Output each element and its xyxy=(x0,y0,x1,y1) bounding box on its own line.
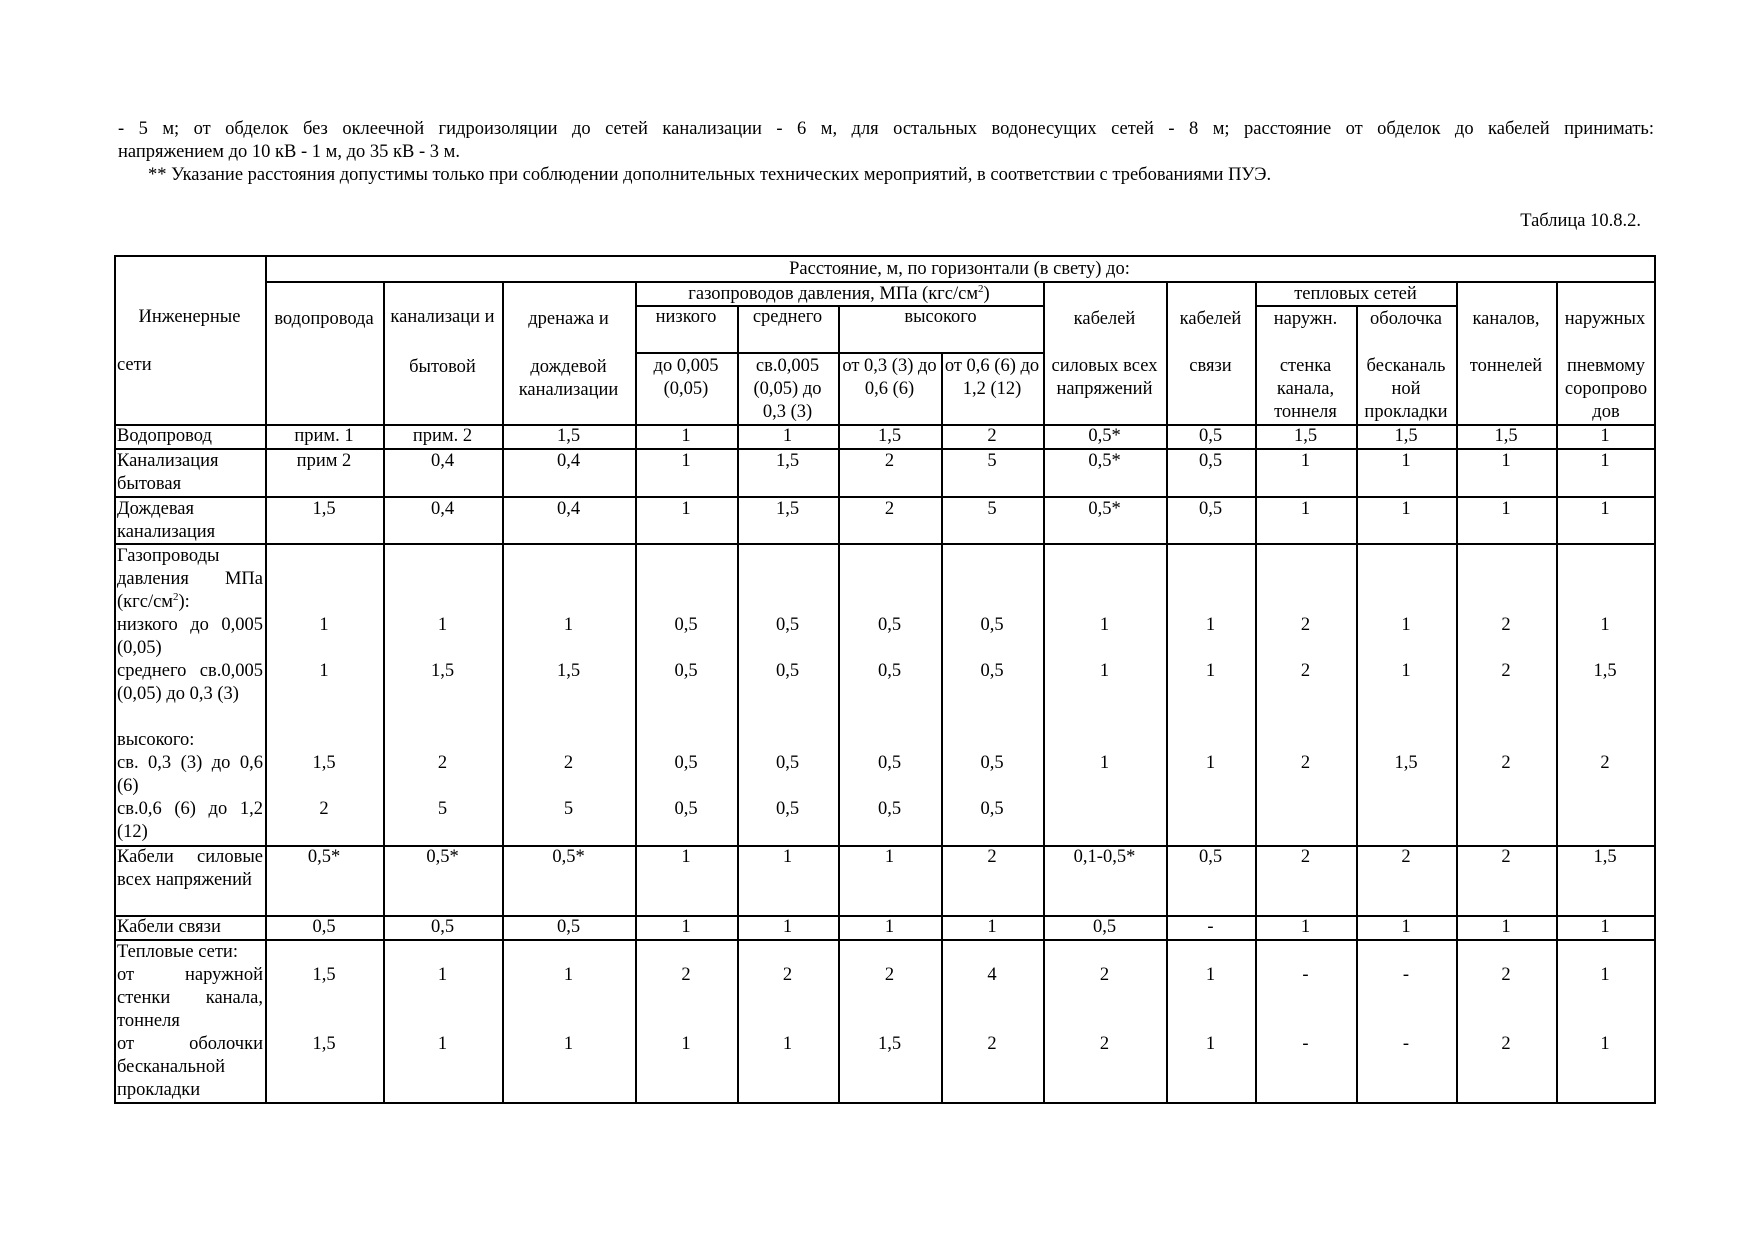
table-cell-value: 1 xyxy=(437,615,448,635)
table-cell-value: 1 xyxy=(681,847,691,867)
gas-subrow-label: св.0,6 (6) до 1,2 (12) xyxy=(117,799,263,842)
table-cell-value: 1 xyxy=(782,917,793,937)
table-cell-value: 0,5 xyxy=(674,615,698,635)
table-cell-value: 2 xyxy=(437,753,448,773)
table-cell-value: 2 xyxy=(1600,753,1610,773)
table-cell-value: прим. 2 xyxy=(412,426,473,446)
footnote-line-1: - 5 м; от обделок без оклеечной гидроизоляции до сетей канализации - 6 м, для остальных водонесущих сетей - 8 м; расстояние от обделок до кабелей принимать: xyxy=(118,119,1654,139)
header-comm-cable-bottom: связи xyxy=(1189,356,1232,376)
table-cell-value: 1 xyxy=(782,1034,793,1054)
table-cell-value: 0,5 xyxy=(775,799,800,819)
header-pneumo-bottom: пневмому соропрово дов xyxy=(1564,356,1648,422)
table-cell-value: 0,5 xyxy=(980,753,1004,773)
header-gas-group-sup: 2 xyxy=(978,283,984,295)
table-cell-value xyxy=(1556,798,1654,821)
table-cell-value: 2 xyxy=(681,965,691,985)
table-cell-value: 1 xyxy=(563,965,574,985)
table-cell-value: прим 2 xyxy=(296,451,352,471)
header-heat-outer-bottom: стенка канала, тоннеля xyxy=(1274,356,1337,422)
table-cell-value: 1 xyxy=(782,847,793,867)
table-cell-value: - xyxy=(1402,965,1410,985)
grid-hline xyxy=(114,496,1656,498)
table-cell-value: 1 xyxy=(1600,451,1610,471)
header-comm-cable xyxy=(1166,282,1255,425)
table-cell-value: 1 xyxy=(1600,426,1610,446)
table-cell-value: 1,5 xyxy=(775,451,800,471)
grid-vline xyxy=(1654,255,1656,1104)
grid-hline xyxy=(114,845,1656,847)
gas-block-title-text: Газопроводы давления МПа (кгс/см xyxy=(117,546,263,612)
header-networks-top: Инженерные xyxy=(138,307,241,327)
header-heat-outer-top: наружн. xyxy=(1273,309,1338,329)
table-cell-value: 0,5* xyxy=(307,847,341,867)
table-cell-value: 1 xyxy=(437,965,448,985)
table-cell-value: 0,5* xyxy=(1088,426,1121,446)
header-power-cable xyxy=(1043,282,1166,425)
grid-hline xyxy=(114,915,1656,917)
table-cell-value: 2 xyxy=(987,426,997,446)
header-channels-top: каналов, xyxy=(1472,309,1540,329)
table-cell-value: 1,5 xyxy=(877,426,902,446)
table-cell-value: 5 xyxy=(987,451,997,471)
header-gas-high1-sub: от 0,3 (3) до 0,6 (6) xyxy=(842,356,937,399)
table-cell-value: 1,5 xyxy=(312,1034,336,1054)
header-channels-bottom: тоннелей xyxy=(1469,356,1543,376)
table-cell-value: 0,5 xyxy=(556,917,581,937)
table-cell-value: 1 xyxy=(1300,499,1311,519)
table-cell-value: 2 xyxy=(319,799,329,819)
table-row-label: Дождевая канализация xyxy=(117,499,216,542)
header-drain-bottom: дождевой канализации xyxy=(518,357,619,400)
table-cell-value: 2 xyxy=(1501,1034,1511,1054)
table-row-label: Кабели силовые всех напряжений xyxy=(117,847,263,890)
header-drain xyxy=(502,282,635,425)
heat-subrow-label: от наружной стенки канала, тоннеля xyxy=(117,965,263,1031)
table-cell-value: 1 xyxy=(1205,615,1216,635)
table-cell-value: 2 xyxy=(1099,965,1110,985)
table-cell-value: - xyxy=(1402,1034,1410,1054)
table-cell-value: 1 xyxy=(884,847,895,867)
grid-vline xyxy=(1166,281,1168,1104)
header-water xyxy=(265,282,383,425)
header-gas-group-end: ) xyxy=(983,284,990,304)
header-water-label: водопровода xyxy=(274,309,374,329)
table-cell-value: 1 xyxy=(1401,499,1411,519)
table-cell-value: 1 xyxy=(681,426,691,446)
header-sewer-bottom: бытовой xyxy=(409,357,476,377)
table-cell-value: 1 xyxy=(1600,1034,1610,1054)
grid-vline xyxy=(1556,281,1558,1104)
table-cell-value: 1 xyxy=(1099,753,1110,773)
table-cell-value: 0,5 xyxy=(980,799,1004,819)
table-cell-value: 1 xyxy=(681,499,691,519)
grid-hline xyxy=(635,305,1045,307)
header-heat-shell-top: оболочка xyxy=(1370,309,1442,329)
table-cell-value: 0,5 xyxy=(1198,426,1223,446)
table-cell-value: 0,5 xyxy=(674,799,698,819)
table-cell-value: 0,4 xyxy=(430,451,455,471)
grid-vline xyxy=(941,352,943,1104)
table-cell-value: 2 xyxy=(563,753,574,773)
table-cell-value: 0,5 xyxy=(775,661,800,681)
table-cell-value: 0,5 xyxy=(430,917,455,937)
table-cell-value: 1 xyxy=(782,426,793,446)
table-cell-value: 2 xyxy=(782,965,793,985)
table-cell-value: 0,5 xyxy=(877,615,902,635)
table-cell-value: 2 xyxy=(1501,847,1511,867)
table-cell-value: 2 xyxy=(1501,615,1511,635)
header-channels xyxy=(1456,282,1556,425)
header-heat-shell xyxy=(1356,306,1456,425)
table-cell-value: 1,5 xyxy=(1394,753,1418,773)
table-cell-value: 1 xyxy=(1300,917,1311,937)
table-cell-value: 1,5 xyxy=(1593,661,1617,681)
table-cell-value: 0,5 xyxy=(1198,451,1223,471)
table-cell-value: 1 xyxy=(681,1034,691,1054)
header-networks-bottom: сети xyxy=(117,355,152,375)
table-cell-value: 0,1-0,5* xyxy=(1073,847,1136,867)
table-cell-value: 0,4 xyxy=(556,451,581,471)
header-gas-group xyxy=(635,282,1043,306)
gas-block-title xyxy=(114,545,265,614)
gas-subrow-label: низкого до 0,005 (0,05) xyxy=(117,615,263,658)
table-cell-value: 0,5 xyxy=(775,753,800,773)
table-cell-value: - xyxy=(1302,965,1309,985)
table-cell-value: 0,5 xyxy=(674,753,698,773)
table-cell-value: 0,5 xyxy=(877,753,902,773)
grid-vline xyxy=(383,281,385,1104)
table-cell-value: 1 xyxy=(1600,615,1610,635)
table-cell-value: 2 xyxy=(1300,847,1311,867)
table-cell-value: 1 xyxy=(1501,451,1511,471)
table-cell-value: 1,5 xyxy=(312,965,336,985)
table-cell-value: 1,5 xyxy=(1593,847,1617,867)
grid-vline xyxy=(1456,281,1458,1104)
heat-subrow-label: от оболочки бесканальной прокладки xyxy=(117,1034,263,1100)
table-row-label: Канализация бытовая xyxy=(117,451,219,494)
table-cell-value: 1 xyxy=(1401,615,1411,635)
table-cell-value: 2 xyxy=(1501,661,1511,681)
grid-hline xyxy=(114,255,1656,257)
header-gas-low: низкого xyxy=(655,307,717,327)
header-sewer xyxy=(383,282,502,425)
table-cell-value: 0,5* xyxy=(1088,451,1121,471)
table-cell-value: 1 xyxy=(1600,499,1610,519)
table-cell-value: 1 xyxy=(1501,917,1511,937)
grid-hline xyxy=(114,1102,1656,1104)
table-cell-value: 2 xyxy=(987,847,997,867)
grid-vline xyxy=(1043,281,1045,1104)
grid-vline xyxy=(1356,305,1358,1104)
grid-hline xyxy=(114,939,1656,941)
table-cell-value: 1 xyxy=(1401,451,1411,471)
header-heat-group: тепловых сетей xyxy=(1294,284,1417,304)
grid-hline xyxy=(635,352,1045,354)
table-cell-value: 0,4 xyxy=(556,499,581,519)
table-cell-value: 1 xyxy=(319,661,329,681)
footnote-double-asterisk: ** Указание расстояния допустимы только при соблюдении дополнительных технических мероприятий, в соответствии с требованиями ПУЭ. xyxy=(148,165,1272,185)
grid-hline xyxy=(114,543,1656,545)
table-cell-value: 1 xyxy=(681,451,691,471)
table-cell-value: 1 xyxy=(681,917,691,937)
table-cell-value: - xyxy=(1207,917,1214,937)
table-cell-value: 1 xyxy=(1205,753,1216,773)
table-cell-value: 0,5 xyxy=(1198,847,1223,867)
table-cell-value: 2 xyxy=(1501,753,1511,773)
table-cell-value: 0,5 xyxy=(1092,917,1117,937)
table-cell-value: 0,5 xyxy=(1198,499,1223,519)
header-gas-high2-sub: от 0,6 (6) до 1,2 (12) xyxy=(944,356,1040,399)
table-cell-value xyxy=(1356,798,1456,821)
table-cell-value: прим. 1 xyxy=(294,426,354,446)
table-cell-value: 0,5 xyxy=(877,799,902,819)
table-cell-value: 2 xyxy=(884,451,895,471)
table-cell-value xyxy=(1166,798,1255,821)
gas-subrow-label: св. 0,3 (3) до 0,6 (6) xyxy=(117,753,263,796)
table-cell-value: 0,5 xyxy=(775,615,800,635)
grid-vline xyxy=(502,281,504,1104)
header-sewer-top: канализаци и xyxy=(390,307,495,327)
table-cell-value: 0,5 xyxy=(980,661,1004,681)
grid-hline xyxy=(114,448,1656,450)
table-cell-value xyxy=(1456,798,1556,821)
table-cell-value: 1 xyxy=(1501,499,1511,519)
table-cell-value: 1,5 xyxy=(775,499,800,519)
header-gas-group-label: газопроводов давления, МПа (кгс/см xyxy=(688,284,979,304)
header-gas-high: высокого xyxy=(904,307,977,327)
gas-subrow-label: среднего св.0,005 (0,05) до 0,3 (3) xyxy=(117,661,263,704)
header-distance-title: Расстояние, м, по горизонтали (в свету) до: xyxy=(789,259,1130,279)
grid-hline xyxy=(114,424,1656,426)
header-drain-top: дренажа и xyxy=(528,309,609,329)
gas-subrow-heading: высокого: xyxy=(117,730,195,750)
table-cell-value: 1,5 xyxy=(312,753,336,773)
table-cell-value: 2 xyxy=(1099,1034,1110,1054)
table-cell-value xyxy=(1255,798,1356,821)
table-cell-value: 1,5 xyxy=(1494,426,1518,446)
table-cell-value: 1 xyxy=(437,1034,448,1054)
table-cell-value: 1 xyxy=(987,917,997,937)
table-cell-value: 0,5 xyxy=(312,917,336,937)
header-comm-cable-top: кабелей xyxy=(1179,309,1242,329)
grid-vline xyxy=(838,305,840,1104)
table-cell-value: 0,5* xyxy=(426,847,459,867)
table-cell-value xyxy=(1043,798,1166,821)
header-heat-outer xyxy=(1255,306,1356,425)
grid-vline xyxy=(737,305,739,1104)
table-cell-value: 1 xyxy=(1099,661,1110,681)
table-cell-value: 1 xyxy=(1600,917,1610,937)
grid-vline xyxy=(635,281,637,1104)
header-heat-shell-bottom: бесканаль ной прокладки xyxy=(1364,356,1448,422)
table-cell-value: 0,5 xyxy=(877,661,902,681)
table-cell-value: 2 xyxy=(1300,615,1311,635)
header-networks xyxy=(114,256,265,425)
table-cell-value: 1 xyxy=(1205,661,1216,681)
grid-hline xyxy=(265,281,1656,283)
table-cell-value: 2 xyxy=(987,1034,997,1054)
table-cell-value: 1 xyxy=(563,615,574,635)
table-cell-value: 2 xyxy=(1501,965,1511,985)
table-cell-value: 1,5 xyxy=(312,499,336,519)
table-cell-value: 1,5 xyxy=(430,661,455,681)
table-cell-value: 1,5 xyxy=(1293,426,1318,446)
heat-block-title: Тепловые сети: xyxy=(117,942,238,962)
gas-block-title-end: ): xyxy=(178,592,190,612)
table-cell-value: 1 xyxy=(1300,451,1311,471)
grid-vline xyxy=(1255,281,1257,1104)
table-cell-value: 1,5 xyxy=(877,1034,902,1054)
table-cell-value: 0,5* xyxy=(552,847,585,867)
table-cell-value: 1 xyxy=(1205,965,1216,985)
table-cell-value: 0,4 xyxy=(430,499,455,519)
footnote-line-2: напряжением до 10 кВ - 1 м, до 35 кВ - 3 м. xyxy=(118,142,460,162)
table-cell-value: 1 xyxy=(319,615,329,635)
table-cell-value: 4 xyxy=(987,965,997,985)
table-cell-value: 1 xyxy=(1600,965,1610,985)
table-cell-value: 1 xyxy=(1205,1034,1216,1054)
header-pneumo-top: наружных xyxy=(1564,309,1646,329)
table-cell-value: 5 xyxy=(987,499,997,519)
table-cell-value: 0,5 xyxy=(674,661,698,681)
table-cell-value: 0,5 xyxy=(980,615,1004,635)
table-caption: Таблица 10.8.2. xyxy=(1520,211,1641,231)
table-cell-value: 2 xyxy=(884,965,895,985)
table-cell-value: 5 xyxy=(437,799,448,819)
grid-vline xyxy=(114,255,116,1104)
header-gas-mid: среднего xyxy=(752,307,823,327)
table-cell-value: 1 xyxy=(563,1034,574,1054)
header-pneumo xyxy=(1556,282,1654,425)
header-power-cable-bottom: силовых всех напряжений xyxy=(1051,356,1158,399)
grid-vline xyxy=(265,255,267,1104)
header-power-cable-top: кабелей xyxy=(1073,309,1136,329)
table-row-label: Водопровод xyxy=(117,426,212,446)
gas-block-title-sup: 2 xyxy=(173,591,179,603)
table-row-label: Кабели связи xyxy=(117,917,221,937)
table-cell-value: 2 xyxy=(1300,753,1311,773)
table-cell-value: 2 xyxy=(1300,661,1311,681)
table-cell-value: 2 xyxy=(1401,847,1411,867)
table-cell-value: 2 xyxy=(884,499,895,519)
table-cell-value: 1 xyxy=(1401,661,1411,681)
table-cell-value: 1,5 xyxy=(1394,426,1418,446)
table-cell-value: 0,5* xyxy=(1088,499,1121,519)
header-gas-low-sub: до 0,005 (0,05) xyxy=(653,356,719,399)
table-cell-value: 5 xyxy=(563,799,574,819)
table-cell-value: - xyxy=(1302,1034,1309,1054)
table-cell-value: 1,5 xyxy=(556,426,581,446)
table-cell-value: 1 xyxy=(884,917,895,937)
table-cell-value: 1 xyxy=(1099,615,1110,635)
table-cell-value: 1,5 xyxy=(556,661,581,681)
table-cell-value: 1 xyxy=(1401,917,1411,937)
header-gas-mid-sub: св.0,005 (0,05) до 0,3 (3) xyxy=(753,356,822,422)
